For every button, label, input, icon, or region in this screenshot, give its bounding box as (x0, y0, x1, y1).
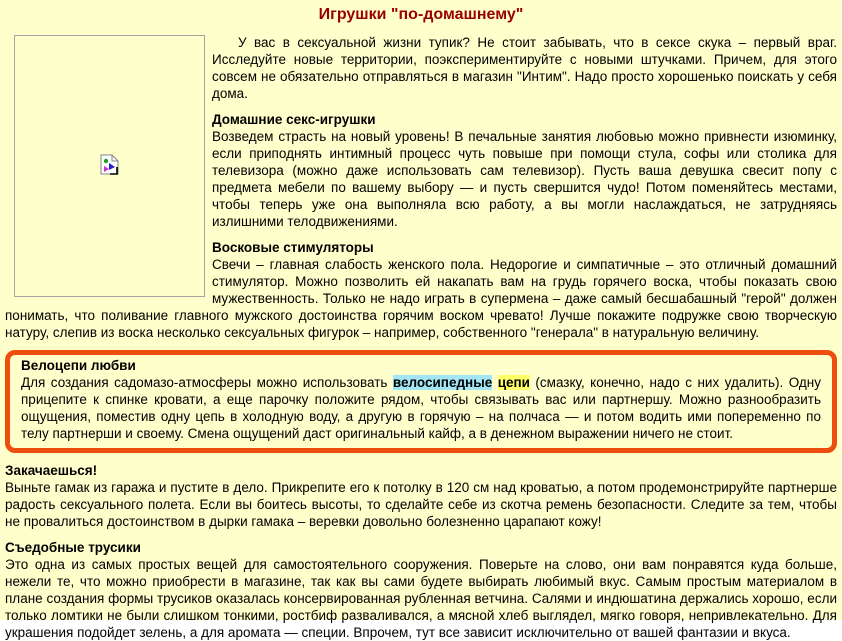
section-heading-edible: Съедобные трусики (5, 540, 141, 555)
section-text-edible-clipped: украшения подойдет зелень, а для аромата — специи. Впрочем, тут все зависит исключительно от вашей фантазии и вкуса. (5, 625, 791, 640)
section-bike-chains (21, 357, 821, 442)
highlight-box-bike-chains (5, 350, 837, 453)
highlight-separator (492, 375, 497, 390)
broken-image-icon (100, 154, 119, 179)
highlighted-term-yellow: цепи (497, 375, 530, 390)
section-heading-hammock: Закачаешься! (5, 463, 98, 478)
section-edible (5, 539, 837, 641)
section-text-home-toys: Возведем страсть на новый уровень! В печальные занятия любовью можно привнести изюминку, если приподнять интимный процесс чуть повыше при помощи стула, софы или столика для телевизора (можно даже использовать сам телевизор). Пусть ваша девушка свесит попу с предмета мебели по вашему выбору — и пусть свершится чудо! Потом поменяйтесь местами, чтобы теперь уже она выполняла всю работу, а вы могли наслаждаться, не затрудняясь излишними телодвижениями. (212, 129, 837, 229)
section-heading-bike-chains: Велоцепи любви (21, 358, 136, 373)
section-text-wax: Свечи – главная слабость женского пола. Недорогие и симпатичные – это отличный домашний стимулятор. Можно позволить ей накапать вам на грудь горячего воска, чтобы показать свою мужественность. Только не надо играть в супермена – даже самый бесшабашный "герой" должен понимать, что поливание главного мужского достоинства горячим воском чревато! Лучше покажите подружке свою творческую натуру, слепив из воска несколько сексуальных фигурок – например, собственного "генерала" в натуральную величину. (5, 257, 837, 340)
section-text-after: (смазку, конечно, надо с них удалить). Одну прицепите к спинке кровати, а еще парочку положите рядом, чтобы связывать вас или партнершу. Можно разнообразить ощущения, поместив одну цепь в холодную воду, а другую в горячую – на полчаса — и потом водить ими попеременно по телу партнерши и своему. Смена ощущений даст оригинальный кайф, а в денежном выражении ничего не стоит. (21, 375, 821, 441)
section-heading-wax: Восковые стимуляторы (212, 240, 374, 255)
section-text-edible: Это одна из самых простых вещей для самостоятельного сооружения. Поверьте на слово, они вам понравятся куда больше, нежели те, что можно приобрести в магазине, так как вы сами будете выбирать любимый вкус. Самым простым материалом в плане создания формы трусиков оказалась консервированная рубленная ветчина. Салями и индюшатина держались хорошо, если только ломтики не были слишком тонкими, ростбиф разваливался, а мясной хлеб выглядел, мягко говоря, непривлекательно. Для (5, 557, 837, 623)
section-heading-home-toys: Домашние секс-игрушки (212, 112, 376, 127)
intro-paragraph: У вас в сексуальной жизни тупик? Не стоит забывать, что в сексе скука – первый враг. Исследуйте новые территории, поэкспериментируйте с новыми штучками. Причем, для этого совсем не обязательно отправляться в магазин "Интим". Надо просто хорошенько поискать у себя дома. (212, 35, 837, 101)
section-hammock (5, 462, 837, 530)
image-placeholder-box (14, 35, 205, 297)
page-title: Игрушки "по-домашнему" (318, 6, 524, 23)
section-text-before: Для создания садомазо-атмосферы можно использовать (21, 375, 393, 390)
section-text-hammock: Выньте гамак из гаража и пустите в дело. Прикрепите его к потолку в 120 см над кроватью, а потом продемонстрируйте партнерше радость сексуального полета. Если вы боитесь высоты, то сделайте себе из скотча ремень безопасности. Следите за тем, чтобы не провалиться достоинством в дырки гамака – веревки довольно болезненно царапают кожу! (5, 480, 837, 529)
highlighted-term-blue: велосипедные (392, 375, 493, 390)
